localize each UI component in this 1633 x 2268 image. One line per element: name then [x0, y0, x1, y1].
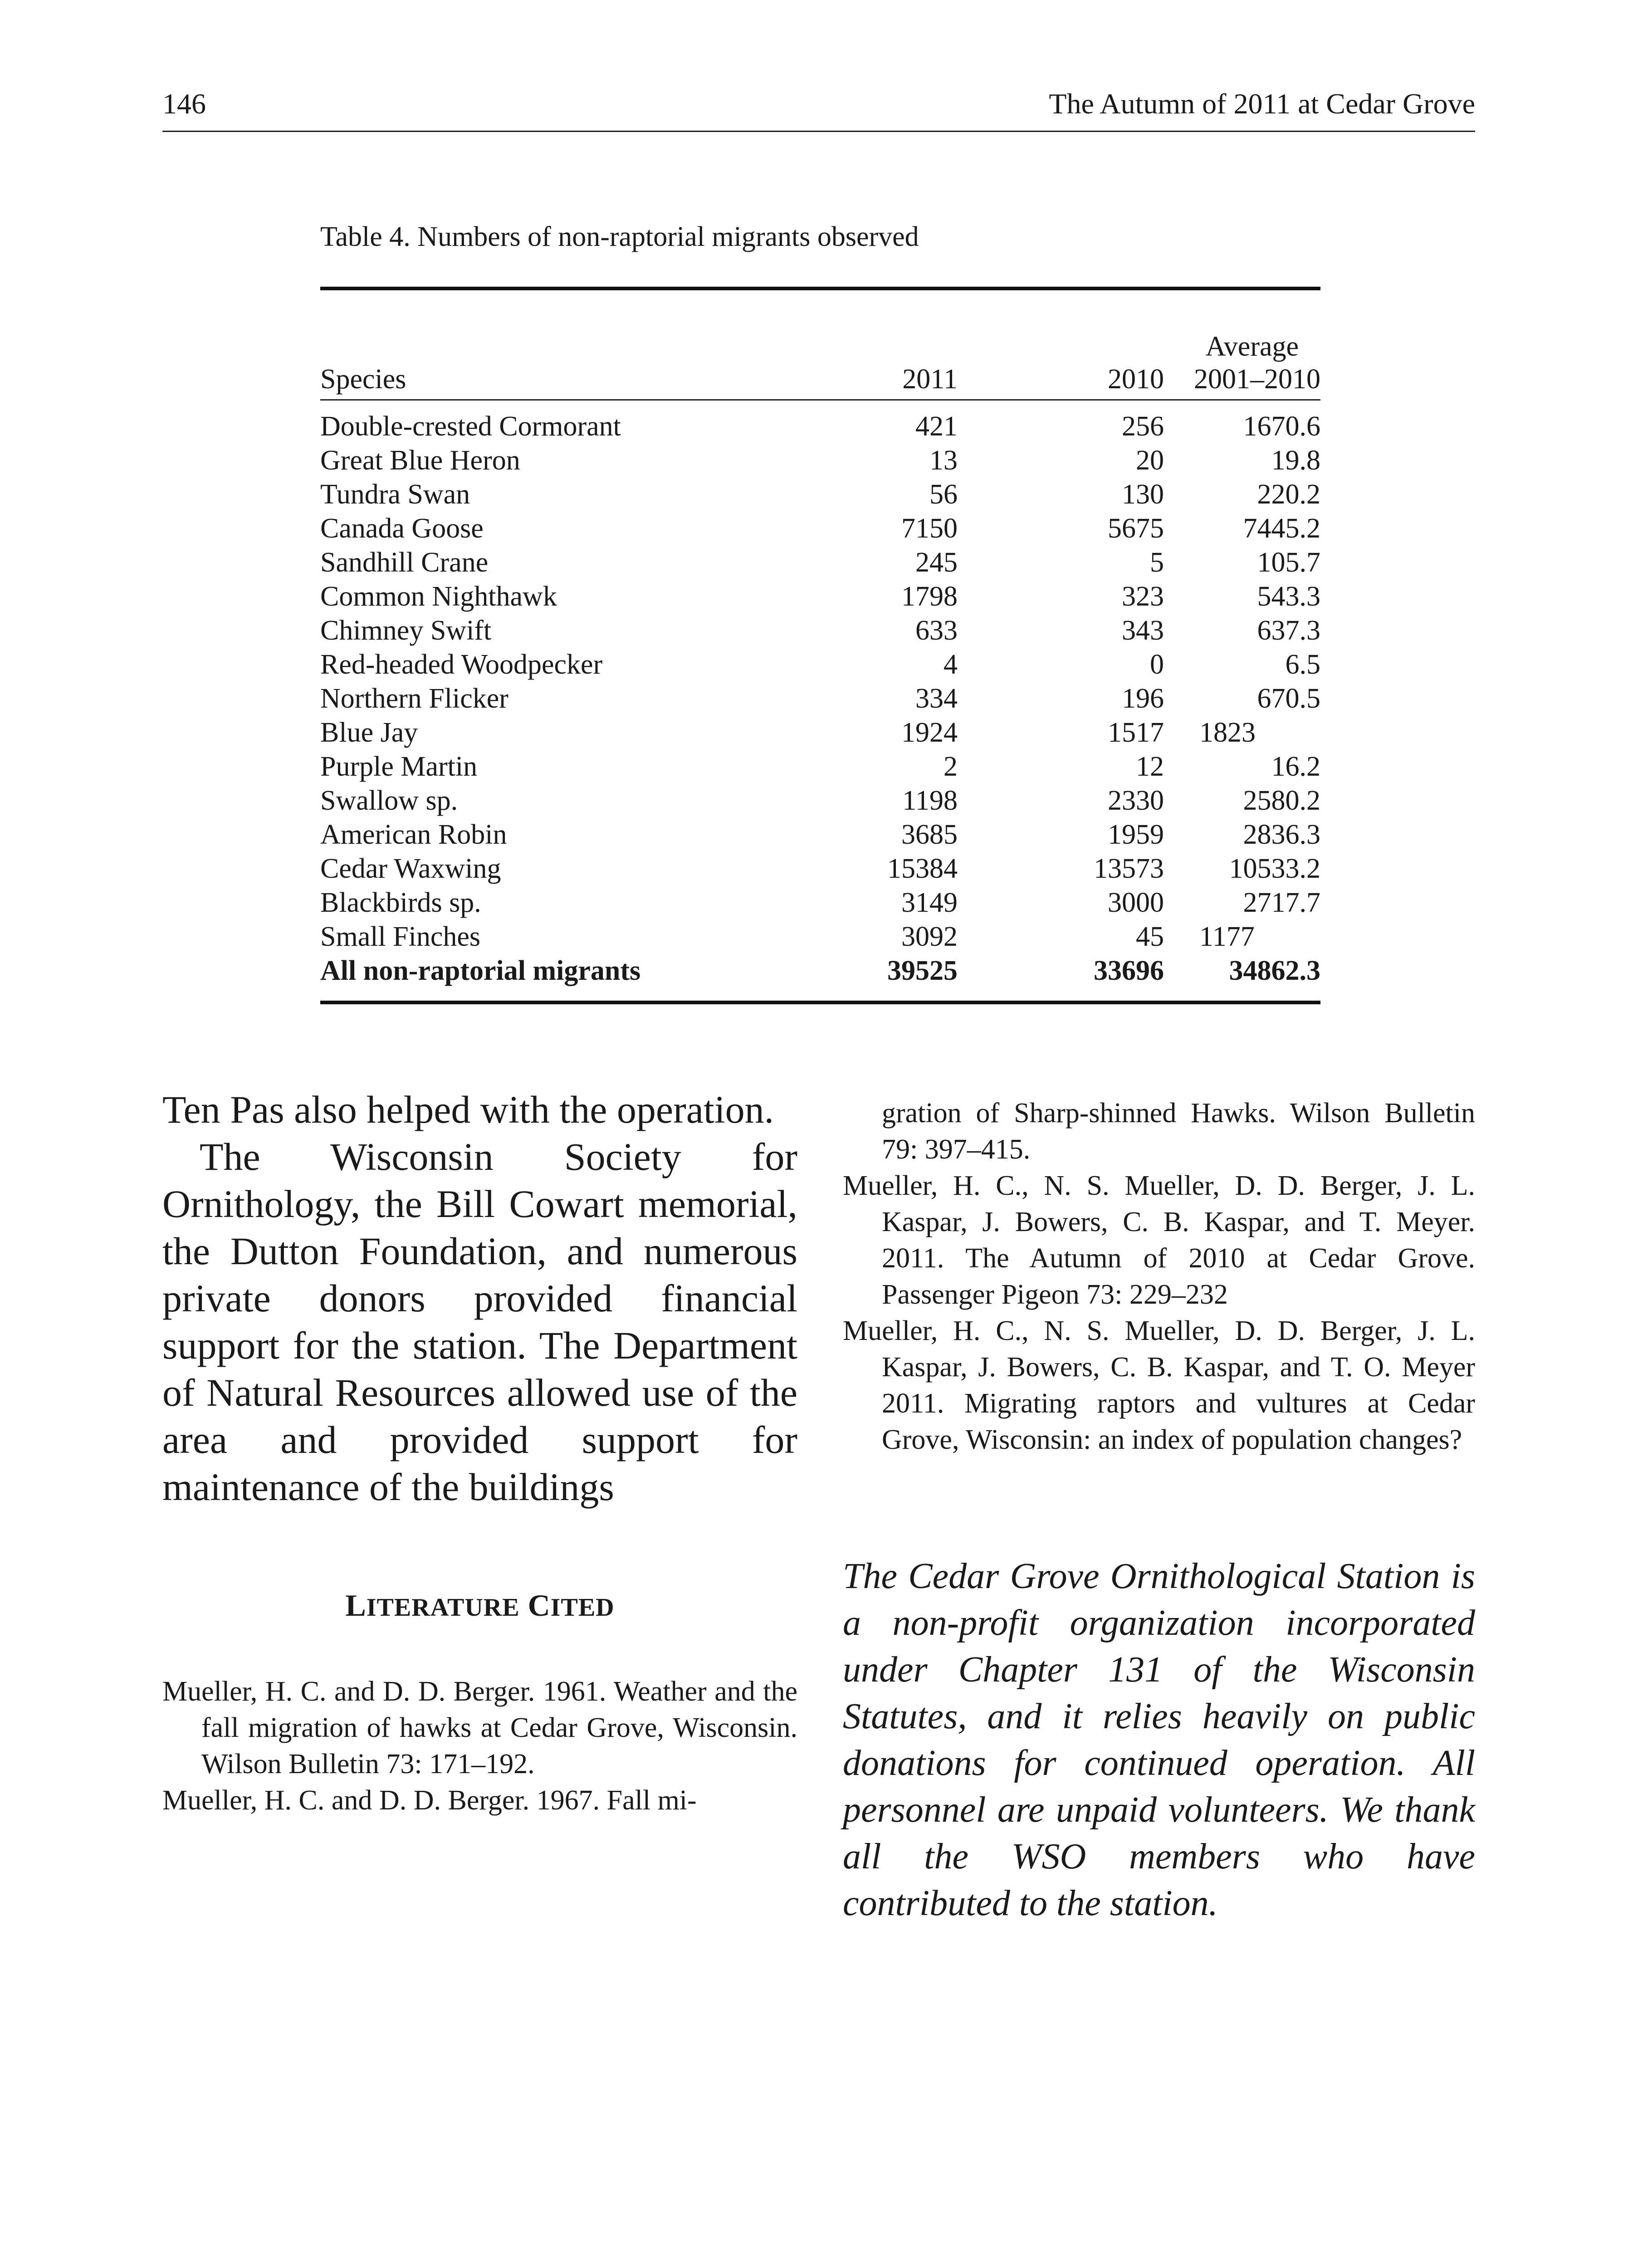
species-cell: Blue Jay: [320, 717, 418, 748]
y2011-cell: 421: [915, 411, 958, 442]
table-header-rule: [320, 399, 1320, 401]
y2010-cell: 130: [1122, 479, 1164, 510]
y2010-cell: 1517: [1108, 717, 1164, 748]
col-header-average-line1: Average: [1205, 331, 1299, 362]
species-cell: Canada Goose: [320, 513, 484, 544]
table-row: [320, 682, 1320, 716]
species-cell: American Robin: [320, 819, 507, 850]
table-row: [320, 614, 1320, 648]
col-header-average-line2: 2001–2010: [1194, 364, 1320, 395]
paragraph: The Wisconsin Society for Ornithology, the Bill Cowart memorial, the Dutton Foundation, and numerous private donors provided financial support for the station. The Department of Natural Resources allowed use of the area and provided support for maintenance of the buildings: [162, 1135, 797, 1509]
species-cell: Great Blue Heron: [320, 445, 520, 476]
heading-rest: ITED: [550, 1593, 615, 1622]
table-row: [320, 886, 1320, 920]
y2011-cell: 1198: [902, 785, 958, 816]
avg-cell: 105.7: [1257, 547, 1320, 578]
table-total-row: [320, 954, 1320, 988]
reference-item: Mueller, H. C. and D. D. Berger. 1961. Weather and the fall migration of hawks at Cedar Grove, Wisconsin. Wilson Bulletin 73: 171–192.: [162, 1676, 797, 1779]
y2010-cell: 196: [1122, 683, 1164, 714]
table-row: [320, 444, 1320, 478]
total-label: All non-raptorial migrants: [320, 955, 641, 986]
table-row: [320, 750, 1320, 784]
avg-cell: 220.2: [1257, 479, 1320, 510]
y2011-cell: 56: [929, 479, 958, 510]
y2011-cell: 13: [929, 445, 958, 476]
y2010-cell: 2330: [1108, 785, 1164, 816]
avg-cell: 2836.3: [1243, 819, 1320, 850]
y2011-cell: 633: [915, 615, 958, 646]
avg-cell: 670.5: [1257, 683, 1320, 714]
species-cell: Sandhill Crane: [320, 547, 489, 578]
left-column: [162, 1086, 797, 1818]
y2011-cell: 15384: [887, 853, 958, 884]
avg-cell: 10533.2: [1229, 853, 1320, 884]
heading-initial: C: [528, 1588, 551, 1623]
y2010-cell: 323: [1122, 581, 1164, 612]
species-cell: Common Nighthawk: [320, 581, 557, 612]
y2010-cell: 12: [1136, 751, 1164, 782]
avg-cell: 16.2: [1271, 751, 1320, 782]
y2010-cell: 5: [1150, 547, 1164, 578]
page-number: 146: [162, 88, 206, 120]
total-2010: 33696: [1094, 955, 1164, 986]
species-cell: Chimney Swift: [320, 615, 492, 646]
species-cell: Swallow sp.: [320, 785, 458, 816]
y2011-cell: 1798: [901, 581, 958, 612]
reference-item: Mueller, H. C., N. S. Mueller, D. D. Berger, J. L. Kaspar, J. Bowers, C. B. Kaspar, and T. Meyer. 2011. The Autumn of 2010 at Cedar Grove. Passenger Pigeon 73: 229–232: [843, 1170, 1475, 1310]
y2011-cell: 245: [915, 547, 958, 578]
avg-cell: 637.3: [1257, 615, 1320, 646]
y2011-cell: 3149: [901, 887, 958, 918]
y2010-cell: 1959: [1108, 819, 1164, 850]
table-bottom-rule: [320, 1001, 1320, 1004]
col-header-species: Species: [320, 364, 406, 395]
reference-list: [843, 1095, 1475, 1458]
table-header-row: [320, 290, 1320, 399]
table-row: [320, 784, 1320, 818]
table-row: [320, 580, 1320, 614]
total-2011: 39525: [887, 955, 958, 986]
avg-cell: 7445.2: [1243, 513, 1320, 544]
col-header-average: [1164, 290, 1320, 399]
table-row: [320, 818, 1320, 852]
species-cell: Double-crested Cormorant: [320, 411, 621, 442]
paragraph: Ten Pas also helped with the operation.: [162, 1088, 774, 1131]
y2011-cell: 3685: [901, 819, 958, 850]
avg-cell: 2717.7: [1243, 887, 1320, 918]
reference-list: [162, 1673, 797, 1818]
literature-cited-heading: [162, 1588, 797, 1623]
y2010-cell: 5675: [1108, 513, 1164, 544]
reference-item: Mueller, H. C. and D. D. Berger. 1967. Fall mi-: [162, 1785, 697, 1816]
avg-cell: 6.5: [1285, 649, 1320, 680]
y2010-cell: 343: [1122, 615, 1164, 646]
total-average: 34862.3: [1229, 955, 1320, 986]
reference-item-continued: gration of Sharp-shinned Hawks. Wilson Bulletin 79: 397–415.: [882, 1098, 1475, 1165]
closing-note: The Cedar Grove Ornithological Station is a non-profit organization incorporated under Chapter 131 of the Wisconsin Statutes, and it relies heavily on public donations for continued operation. All personnel are unpaid volunteers. We thank all the WSO members who have contributed to the station.: [843, 1556, 1475, 1923]
table-top-rule: [320, 287, 1320, 290]
y2011-cell: 3092: [901, 921, 958, 952]
y2011-cell: 4: [944, 649, 958, 680]
heading-initial: L: [345, 1588, 367, 1623]
table-row: [320, 512, 1320, 546]
species-cell: Purple Martin: [320, 751, 478, 782]
avg-cell: 19.8: [1271, 445, 1320, 476]
y2011-cell: 1924: [901, 717, 958, 748]
col-header-2011: 2011: [902, 364, 958, 395]
y2010-cell: 20: [1136, 445, 1164, 476]
y2011-cell: 7150: [901, 513, 958, 544]
avg-cell: 543.3: [1257, 581, 1320, 612]
species-cell: Northern Flicker: [320, 683, 508, 714]
table-row: [320, 648, 1320, 682]
y2010-cell: 0: [1150, 649, 1164, 680]
y2011-cell: 2: [944, 751, 958, 782]
avg-cell: 2580.2: [1243, 785, 1320, 816]
migrants-table: [320, 219, 1320, 1004]
running-header: [162, 87, 1475, 132]
col-header-2010: 2010: [1108, 364, 1164, 395]
species-cell: Tundra Swan: [320, 479, 470, 510]
avg-cell: 1823: [1199, 717, 1256, 748]
avg-cell: 1177: [1199, 921, 1255, 952]
right-column: [843, 1095, 1475, 1927]
y2011-cell: 334: [915, 683, 958, 714]
y2010-cell: 3000: [1108, 887, 1164, 918]
heading-rest: ITERATURE: [366, 1593, 520, 1622]
species-cell: Small Finches: [320, 921, 481, 952]
running-title: The Autumn of 2011 at Cedar Grove: [1049, 88, 1475, 120]
species-cell: Red-headed Woodpecker: [320, 649, 603, 680]
table-caption: Table 4. Numbers of non-raptorial migrants observed: [320, 221, 919, 252]
y2010-cell: 13573: [1094, 853, 1164, 884]
y2010-cell: 256: [1122, 411, 1164, 442]
species-cell: Blackbirds sp.: [320, 887, 481, 918]
table-row: [320, 716, 1320, 750]
table-row: [320, 410, 1320, 444]
table-row: [320, 546, 1320, 580]
data-table: [320, 290, 1320, 988]
table-row: [320, 478, 1320, 512]
reference-item: Mueller, H. C., N. S. Mueller, D. D. Berger, J. L. Kaspar, J. Bowers, C. B. Kaspar, and T. O. Meyer 2011. Migrating raptors and vultures at Cedar Grove, Wisconsin: an index of population changes?: [843, 1315, 1475, 1455]
table-row: [320, 852, 1320, 886]
y2010-cell: 45: [1136, 921, 1164, 952]
table-row: [320, 920, 1320, 954]
avg-cell: 1670.6: [1243, 411, 1320, 442]
species-cell: Cedar Waxwing: [320, 853, 501, 884]
